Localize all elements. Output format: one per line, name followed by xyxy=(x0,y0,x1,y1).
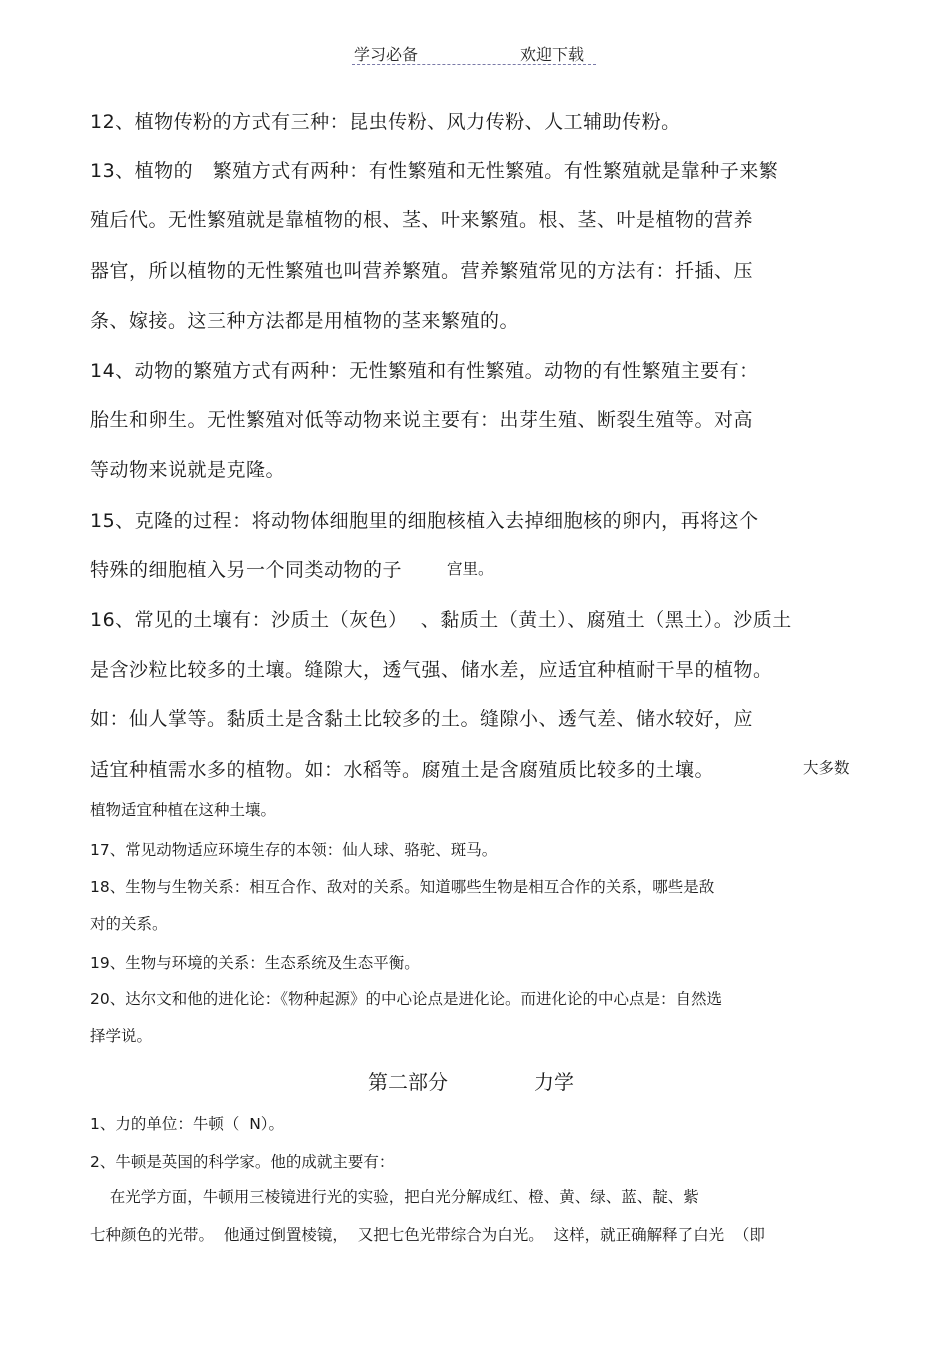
paragraph-line: 16、常见的土壤有：沙质土（灰色） 、黏质土（黄土）、腐殖土（黑土）。沙质土 xyxy=(90,609,792,631)
paragraph-line: 如：仙人掌等。黏质土是含黏土比较多的土。缝隙小、透气差、储水较好，应 xyxy=(90,708,754,730)
paragraph-line: 是含沙粒比较多的土壤。缝隙大，透气强、储水差，应适宜种植耐干旱的植物。 xyxy=(90,659,773,681)
paragraph-line: 2、牛顿是英国的科学家。他的成就主要有： xyxy=(90,1153,395,1171)
paragraph-line: 七种颜色的光带。 他通过倒置棱镜， 又把七色光带综合为白光。 这样，就正确解释了白光 （即 xyxy=(90,1226,765,1244)
paragraph-line: 18、生物与生物关系：相互合作、敌对的关系。知道哪些生物是相互合作的关系，哪些是敌 xyxy=(90,878,715,896)
paragraph-line: 在光学方面，牛顿用三棱镜进行光的实验，把白光分解成红、橙、黄、绿、蓝、靛、紫 xyxy=(90,1188,699,1206)
header-left-text: 学习必备 xyxy=(354,45,419,64)
section-title: 力学 xyxy=(534,1070,574,1094)
section-part-label: 第二部分 xyxy=(368,1070,448,1094)
paragraph-line: 胎生和卵生。无性繁殖对低等动物来说主要有：出芽生殖、断裂生殖等。对高 xyxy=(90,409,754,431)
paragraph-line: 17、常见动物适应环境生存的本领：仙人球、骆驼、斑马。 xyxy=(90,841,498,859)
paragraph-line: 1、力的单位：牛顿（ N）。 xyxy=(90,1115,285,1133)
paragraph-line: 15、克隆的过程：将动物体细胞里的细胞核植入去掉细胞核的卵内，再将这个 xyxy=(90,510,759,532)
paragraph-line: 宫里。 xyxy=(447,560,494,578)
paragraph-line: 12、植物传粉的方式有三种：昆虫传粉、风力传粉、人工辅助传粉。 xyxy=(90,111,681,133)
paragraph-line: 对的关系。 xyxy=(90,915,168,933)
paragraph-line: 14、动物的繁殖方式有两种：无性繁殖和有性繁殖。动物的有性繁殖主要有： xyxy=(90,360,759,382)
paragraph-line: 特殊的细胞植入另一个同类动物的子 xyxy=(90,559,403,581)
paragraph-line: 条、嫁接。这三种方法都是用植物的茎来繁殖的。 xyxy=(90,310,520,332)
paragraph-line: 适宜种植需水多的植物。如：水稻等。腐殖土是含腐殖质比较多的土壤。 xyxy=(90,759,715,781)
paragraph-line: 19、生物与环境的关系：生态系统及生态平衡。 xyxy=(90,954,420,972)
paragraph-line: 择学说。 xyxy=(90,1027,153,1045)
paragraph-line: 植物适宜种植在这种土壤。 xyxy=(90,801,277,819)
header-right-text: 欢迎下载 xyxy=(520,45,585,64)
paragraph-line: 20、达尔文和他的进化论：《物种起源》的中心论点是进化论。而进化论的中心点是：自然选 xyxy=(90,990,722,1008)
paragraph-line: 13、植物的 繁殖方式有两种：有性繁殖和无性繁殖。有性繁殖就是靠种子来繁 xyxy=(90,160,779,182)
page-header xyxy=(352,40,596,65)
paragraph-line: 等动物来说就是克隆。 xyxy=(90,459,286,481)
paragraph-line: 大多数 xyxy=(803,759,850,777)
paragraph-line: 器官，所以植物的无性繁殖也叫营养繁殖。营养繁殖常见的方法有：扦插、压 xyxy=(90,260,754,282)
paragraph-line: 殖后代。无性繁殖就是靠植物的根、茎、叶来繁殖。根、茎、叶是植物的营养 xyxy=(90,209,754,231)
